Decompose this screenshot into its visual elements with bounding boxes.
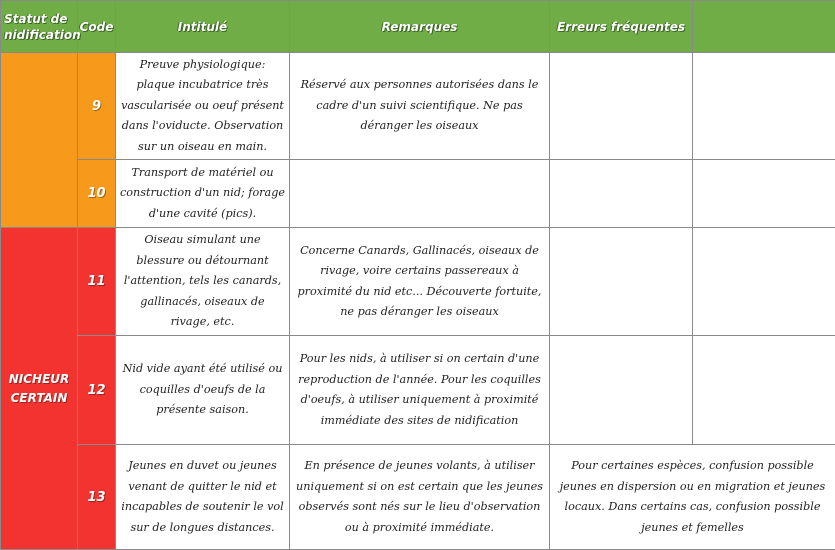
code-cell: 12 <box>78 336 116 445</box>
header-code: Code <box>78 1 116 53</box>
intitule-cell: Preuve physiologique: plaque incubatrice très vascularisée ou oeuf présent dans l'oviducte. Observation sur un oiseau en main. <box>116 53 290 160</box>
intitule-cell: Transport de matériel ou construction d'un nid; forage d'une cavité (pics). <box>116 160 290 228</box>
table-row <box>1 336 835 445</box>
erreurs-cell <box>550 336 693 445</box>
table-row <box>1 228 835 336</box>
header-row <box>1 1 835 53</box>
remarques-cell: Pour les nids, à utiliser si on certain d'une reproduction de l'année. Pour les coquilles d'oeufs, à utiliser uniquement à proximité immédiate des sites de nidification <box>290 336 550 445</box>
erreurs-cell <box>550 160 693 228</box>
header-erreurs: Erreurs fréquentes <box>550 1 693 53</box>
statut-probable-cell <box>1 53 78 228</box>
remarques-cell: Réservé aux personnes autorisées dans le cadre d'un suivi scientifique. Ne pas déranger les oiseaux <box>290 53 550 160</box>
extra-cell <box>693 228 835 336</box>
header-extra <box>693 1 835 53</box>
code-cell: 9 <box>78 53 116 160</box>
table-row <box>1 445 835 550</box>
code-cell: 11 <box>78 228 116 336</box>
extra-cell <box>693 160 835 228</box>
code-cell: 13 <box>78 445 116 550</box>
extra-cell <box>693 53 835 160</box>
extra-cell <box>693 336 835 445</box>
remarques-cell: Concerne Canards, Gallinacés, oiseaux de rivage, voire certains passereaux à proximité du nid etc... Découverte fortuite, ne pas déranger les oiseaux <box>290 228 550 336</box>
header-intitule: Intitulé <box>116 1 290 53</box>
intitule-cell: Jeunes en duvet ou jeunes venant de quitter le nid et incapables de soutenir le vol sur de longues distances. <box>116 445 290 550</box>
table-row <box>1 53 835 160</box>
header-statut: Statut de nidification <box>1 1 78 53</box>
header-remarques: Remarques <box>290 1 550 53</box>
erreurs-cell: Pour certaines espèces, confusion possible jeunes en dispersion ou en migration et jeunes locaux. Dans certains cas, confusion possible jeunes et femelles <box>550 445 835 550</box>
erreurs-cell <box>550 228 693 336</box>
remarques-cell <box>290 160 550 228</box>
statut-certain-cell: NICHEUR CERTAIN <box>1 228 78 550</box>
remarques-cell: En présence de jeunes volants, à utiliser uniquement si on est certain que les jeunes observés sont nés sur le lieu d'observation ou à proximité immédiate. <box>290 445 550 550</box>
table-row <box>1 160 835 228</box>
intitule-cell: Nid vide ayant été utilisé ou coquilles d'oeufs de la présente saison. <box>116 336 290 445</box>
code-cell: 10 <box>78 160 116 228</box>
intitule-cell: Oiseau simulant une blessure ou détournant l'attention, tels les canards, gallinacés, oiseaux de rivage, etc. <box>116 228 290 336</box>
erreurs-cell <box>550 53 693 160</box>
